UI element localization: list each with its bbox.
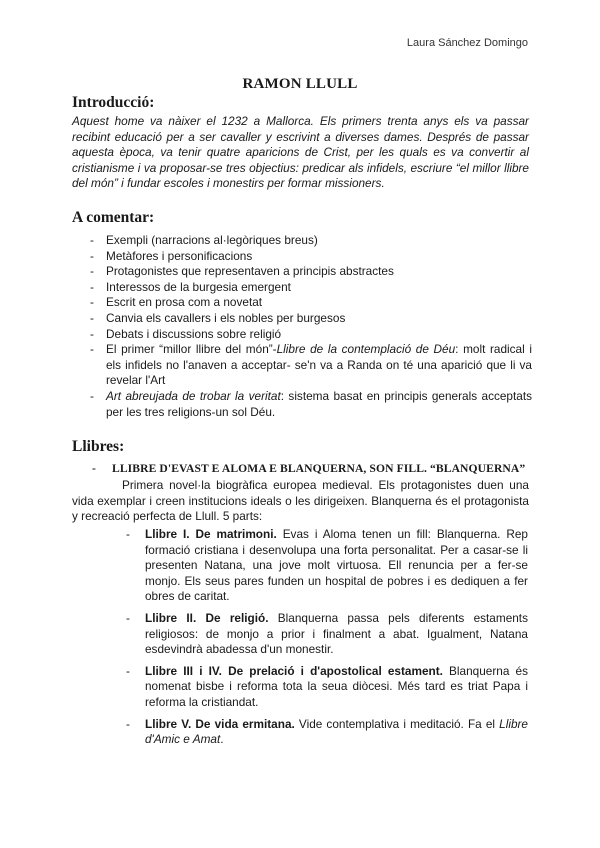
book-title: - LLIBRE D'EVAST E ALOMA E BLANQUERNA, SON FILL. “BLANQUERNA” — [92, 462, 526, 475]
author-name: Laura Sánchez Domingo — [406, 37, 528, 49]
work-title: Llibre de la contemplació de Déu — [276, 342, 456, 357]
list-item: - Art abreujada de trobar la veritat: sistema basat en principis generals acceptats per les tres religions-un sol Déu. — [72, 389, 532, 420]
intro-paragraph: Aquest home va nàixer el 1232 a Mallorca. Els primers trenta anys els va passar recibint educació per a ser cavaller y escrivint a diverses dames. Després de passar aquesta època, va tenir quatre aparicions de Crist, per les quals es va convertir al cristianisme i va proposar-se tres objectius: predicar als infidels, escriure “el millor llibre del món” i fundar escoles i monestirs per formar missioners. — [72, 114, 529, 191]
books-heading: Llibres: — [72, 438, 125, 455]
comment-heading: A comentar: — [72, 209, 155, 226]
work-title: Art abreujada de trobar la veritat — [106, 388, 281, 403]
list-item: - Metàfores i personificacions — [72, 249, 532, 265]
part-label: Llibre I. De matrimoni. — [145, 527, 277, 541]
part-label: Llibre II. De religió. — [145, 610, 269, 625]
list-item: - Llibre V. De vida ermitana. Vide contemplativa i meditació. Fa el Llibre d'Amic e Amat. — [126, 717, 528, 748]
list-item: - Exempli (narracions al·legòriques breus) — [72, 233, 532, 249]
book-parts-list — [126, 527, 528, 754]
book-paragraph: Primera novel·la biogràfica europea medieval. Els protagonistes duen una vida exemplar i creen institucions ideals o les dirigeixen. Blanquerna és el protagonista y recreació perfecta de Llull. 5 parts: — [72, 478, 529, 524]
comment-list — [72, 233, 532, 420]
list-item: - Escrit en prosa com a novetat — [72, 295, 532, 311]
list-item: - El primer “millor llibre del món”-Llibre de la contemplació de Déu: molt radical i els infidels no l'anaven a acceptar- se'n va a Randa on té una aparició que li va revelar l'Art — [72, 342, 532, 389]
intro-heading: Introducció: — [72, 94, 155, 111]
list-item: - Llibre III i IV. De prelació i d'apostolical estament. Blanquerna és nomenat bisbe i reforma tota la seua diòcesi. Més tard es triat Papa i reforma la cristiandat. — [126, 664, 528, 711]
page-title: RAMON LLULL — [242, 76, 358, 92]
part-label: Llibre V. De vida ermitana. — [145, 716, 295, 731]
list-item: - Canvia els cavallers i els nobles per burgesos — [72, 311, 532, 327]
list-item: - Interessos de la burgesia emergent — [72, 280, 532, 296]
part-label: Llibre III i IV. De prelació i d'apostolical estament. — [145, 663, 443, 678]
list-item: - Llibre I. De matrimoni. Evas i Aloma tenen un fill: Blanquerna. Rep formació cristiana i desenvolupa una forta personalitat. Per a casar-se li presenten Natana, una jove molt virtuosa. Ell renuncia per a fer-se monjo. Els seus pares funden un hospital de pobres i es dediquen a fer obres de caritat. — [126, 527, 528, 605]
work-title: Llibre d'Amic e Amat — [145, 716, 528, 747]
list-item: - Llibre II. De religió. Blanquerna passa pels diferents estaments religiosos: de monjo a prior i finalment a abat. Igualment, Natana esdevindrà abadessa d'un monestir. — [126, 611, 528, 658]
list-item: - Debats i discussions sobre religió — [72, 327, 532, 343]
list-item: - Protagonistes que representaven a principis abstractes — [72, 264, 532, 280]
